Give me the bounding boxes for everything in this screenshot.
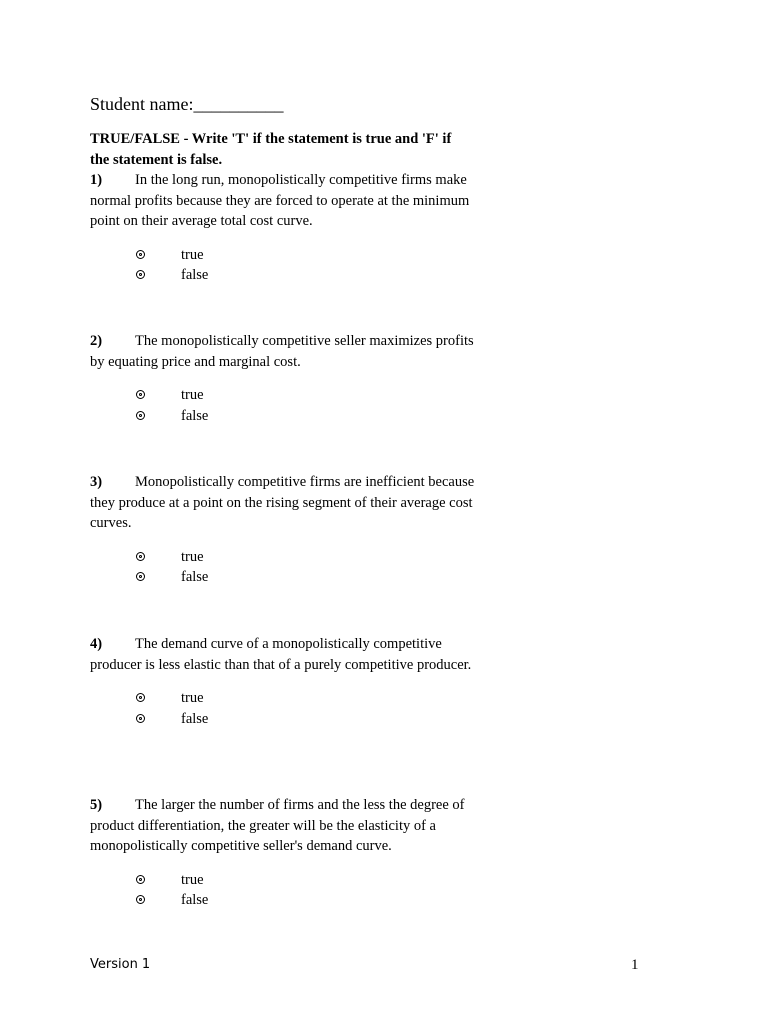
option-false[interactable]: [90, 265, 475, 286]
answer-options: [90, 547, 475, 588]
option-label: true: [181, 871, 204, 888]
question-number: 5): [90, 797, 103, 813]
option-true[interactable]: [90, 688, 475, 709]
question-statement: The monopolistically competitive seller maximizes profits by equating price and marginal cost.: [90, 333, 474, 370]
question-statement: The larger the number of firms and the less the degree of product differentiation, the greater will be the elasticity of a monopolistically competitive seller's demand curve.: [90, 797, 465, 854]
option-label: false: [181, 892, 209, 908]
option-label: false: [181, 267, 209, 283]
question-text: [90, 472, 475, 534]
option-label: true: [181, 387, 204, 403]
question-number: 4): [90, 636, 103, 652]
question-number: 1): [90, 172, 103, 188]
student-name-label: Student name:: [90, 94, 194, 114]
option-false[interactable]: [90, 890, 475, 911]
radio-circle-icon[interactable]: [136, 714, 145, 723]
footer-page-number: 1: [631, 957, 639, 973]
radio-circle-icon[interactable]: [136, 552, 145, 561]
option-false[interactable]: [90, 406, 475, 427]
question-statement: In the long run, monopolistically competitive firms make normal profits because they are forced to operate at the minimum point on their average total cost curve.: [90, 172, 470, 229]
option-false[interactable]: [90, 567, 475, 588]
question-2: [90, 331, 475, 426]
radio-circle-icon[interactable]: [136, 411, 145, 420]
option-true[interactable]: [90, 870, 475, 891]
student-name-blank: __________: [193, 94, 284, 114]
question-5: [90, 795, 475, 911]
question-number: 2): [90, 333, 103, 349]
option-label: true: [181, 548, 204, 565]
option-label: true: [181, 246, 204, 263]
answer-options: [90, 688, 475, 729]
option-label: true: [181, 690, 204, 706]
option-false[interactable]: [90, 709, 475, 730]
answer-options: [90, 385, 475, 426]
question-1: [90, 170, 475, 286]
option-true[interactable]: [90, 385, 475, 406]
answer-options: [90, 870, 475, 911]
section-instructions: TRUE/FALSE - Write 'T' if the statement is true and 'F' if the statement is false.: [90, 131, 452, 168]
question-statement: Monopolistically competitive firms are inefficient because they produce at a point on the rising segment of their average cost curves.: [90, 474, 475, 531]
option-true[interactable]: [90, 547, 475, 568]
question-text: [90, 331, 475, 372]
radio-circle-icon[interactable]: [136, 693, 145, 702]
radio-circle-icon[interactable]: [136, 875, 145, 884]
radio-circle-icon[interactable]: [136, 270, 145, 279]
radio-circle-icon[interactable]: [136, 572, 145, 581]
option-label: false: [181, 569, 209, 585]
radio-circle-icon[interactable]: [136, 250, 145, 259]
footer-version: Version 1: [90, 957, 151, 972]
question-text: [90, 795, 475, 857]
option-label: false: [181, 407, 209, 424]
question-text: [90, 170, 475, 232]
radio-circle-icon[interactable]: [136, 390, 145, 399]
question-statement: The demand curve of a monopolistically competitive producer is less elastic than that of a purely competitive producer.: [90, 636, 472, 673]
question-3: [90, 472, 475, 588]
question-number: 3): [90, 474, 103, 490]
answer-options: [90, 245, 475, 286]
option-true[interactable]: [90, 245, 475, 266]
question-text: [90, 634, 475, 675]
radio-circle-icon[interactable]: [136, 895, 145, 904]
question-4: [90, 634, 475, 729]
option-label: false: [181, 710, 209, 727]
student-name-line: [90, 93, 283, 115]
